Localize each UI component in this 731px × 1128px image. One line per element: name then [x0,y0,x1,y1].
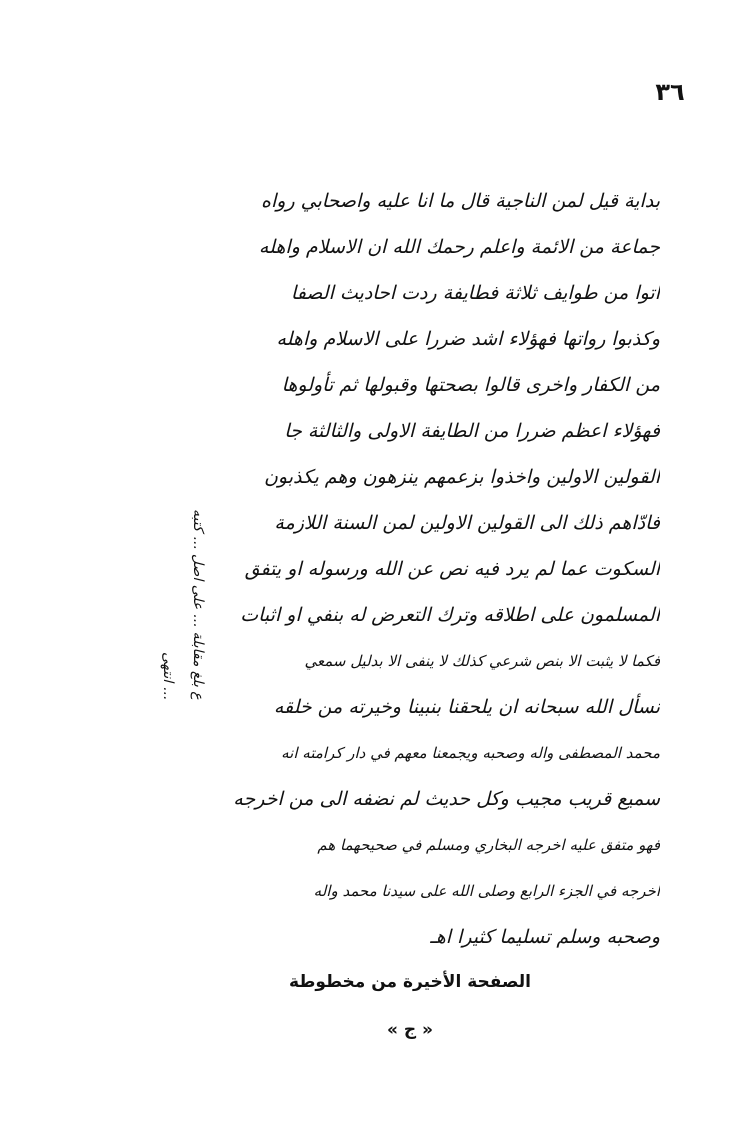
manuscript-line: وصحبه وسلم تسليما كثيرا اهـ [430,926,660,948]
manuscript-line: فهؤلاء اعظم ضررا من الطايفة الاولى والثالثة جا [284,420,660,442]
caption-title: الصفحة الأخيرة من مخطوطة [289,972,531,992]
manuscript-line: فادّاهم ذلك الى القولين الاولين لمن السنة اللازمة [274,512,660,534]
page-number: ٣٦ [655,78,685,106]
margin-note-line: ... انتهى [160,652,176,700]
manuscript-page [150,140,715,960]
manuscript-line: السكوت عما لم يرد فيه نص عن الله ورسوله او يتفق [244,558,660,580]
manuscript-line: وكذبوا رواتها فهؤلاء اشد ضررا على الاسلام واهله [276,328,660,350]
manuscript-line: فهو متفق عليه اخرجه البخاري ومسلم في صحيحهما هم [317,836,660,854]
manuscript-line: سميع قريب مجيب وكل حديث لم نضفه الى من اخرجه [233,788,660,810]
manuscript-main-text [205,178,660,960]
margin-note-line: ع بلغ مقابلة ... على اصل ... كتبه [190,509,206,700]
manuscript-line: المسلمون على اطلاقه وترك التعرض له بنفي او اثبات [240,604,660,626]
manuscript-line: فكما لا يثبت الا بنص شرعي كذلك لا ينفى الا بدليل سمعي [304,652,660,670]
manuscript-line: اتوا من طوايف ثلاثة فطايفة ردت احاديث الصفا [290,282,660,304]
caption-label: « ج » [386,1020,434,1040]
manuscript-line: جماعة من الائمة واعلم رحمك الله ان الاسلام واهله [258,236,660,258]
manuscript-line: القولين الاولين واخذوا بزعمهم ينزهون وهم يكذبون [263,466,660,488]
margin-note [148,140,212,700]
manuscript-line: نسأل الله سبحانه ان يلحقنا بنبينا وخيرته من خلقه [273,696,660,718]
manuscript-line: محمد المصطفى واله وصحبه ويجمعنا معهم في دار كرامته انه [281,744,660,762]
manuscript-line: اخرجه في الجزء الرابع وصلى الله على سيدنا محمد واله [313,882,660,900]
manuscript-line: من الكفار واخرى قالوا بصحتها وقبولها ثم تأولوها [281,374,660,396]
manuscript-line: بداية قيل لمن الناجية قال ما انا عليه واصحابي رواه [261,190,660,212]
